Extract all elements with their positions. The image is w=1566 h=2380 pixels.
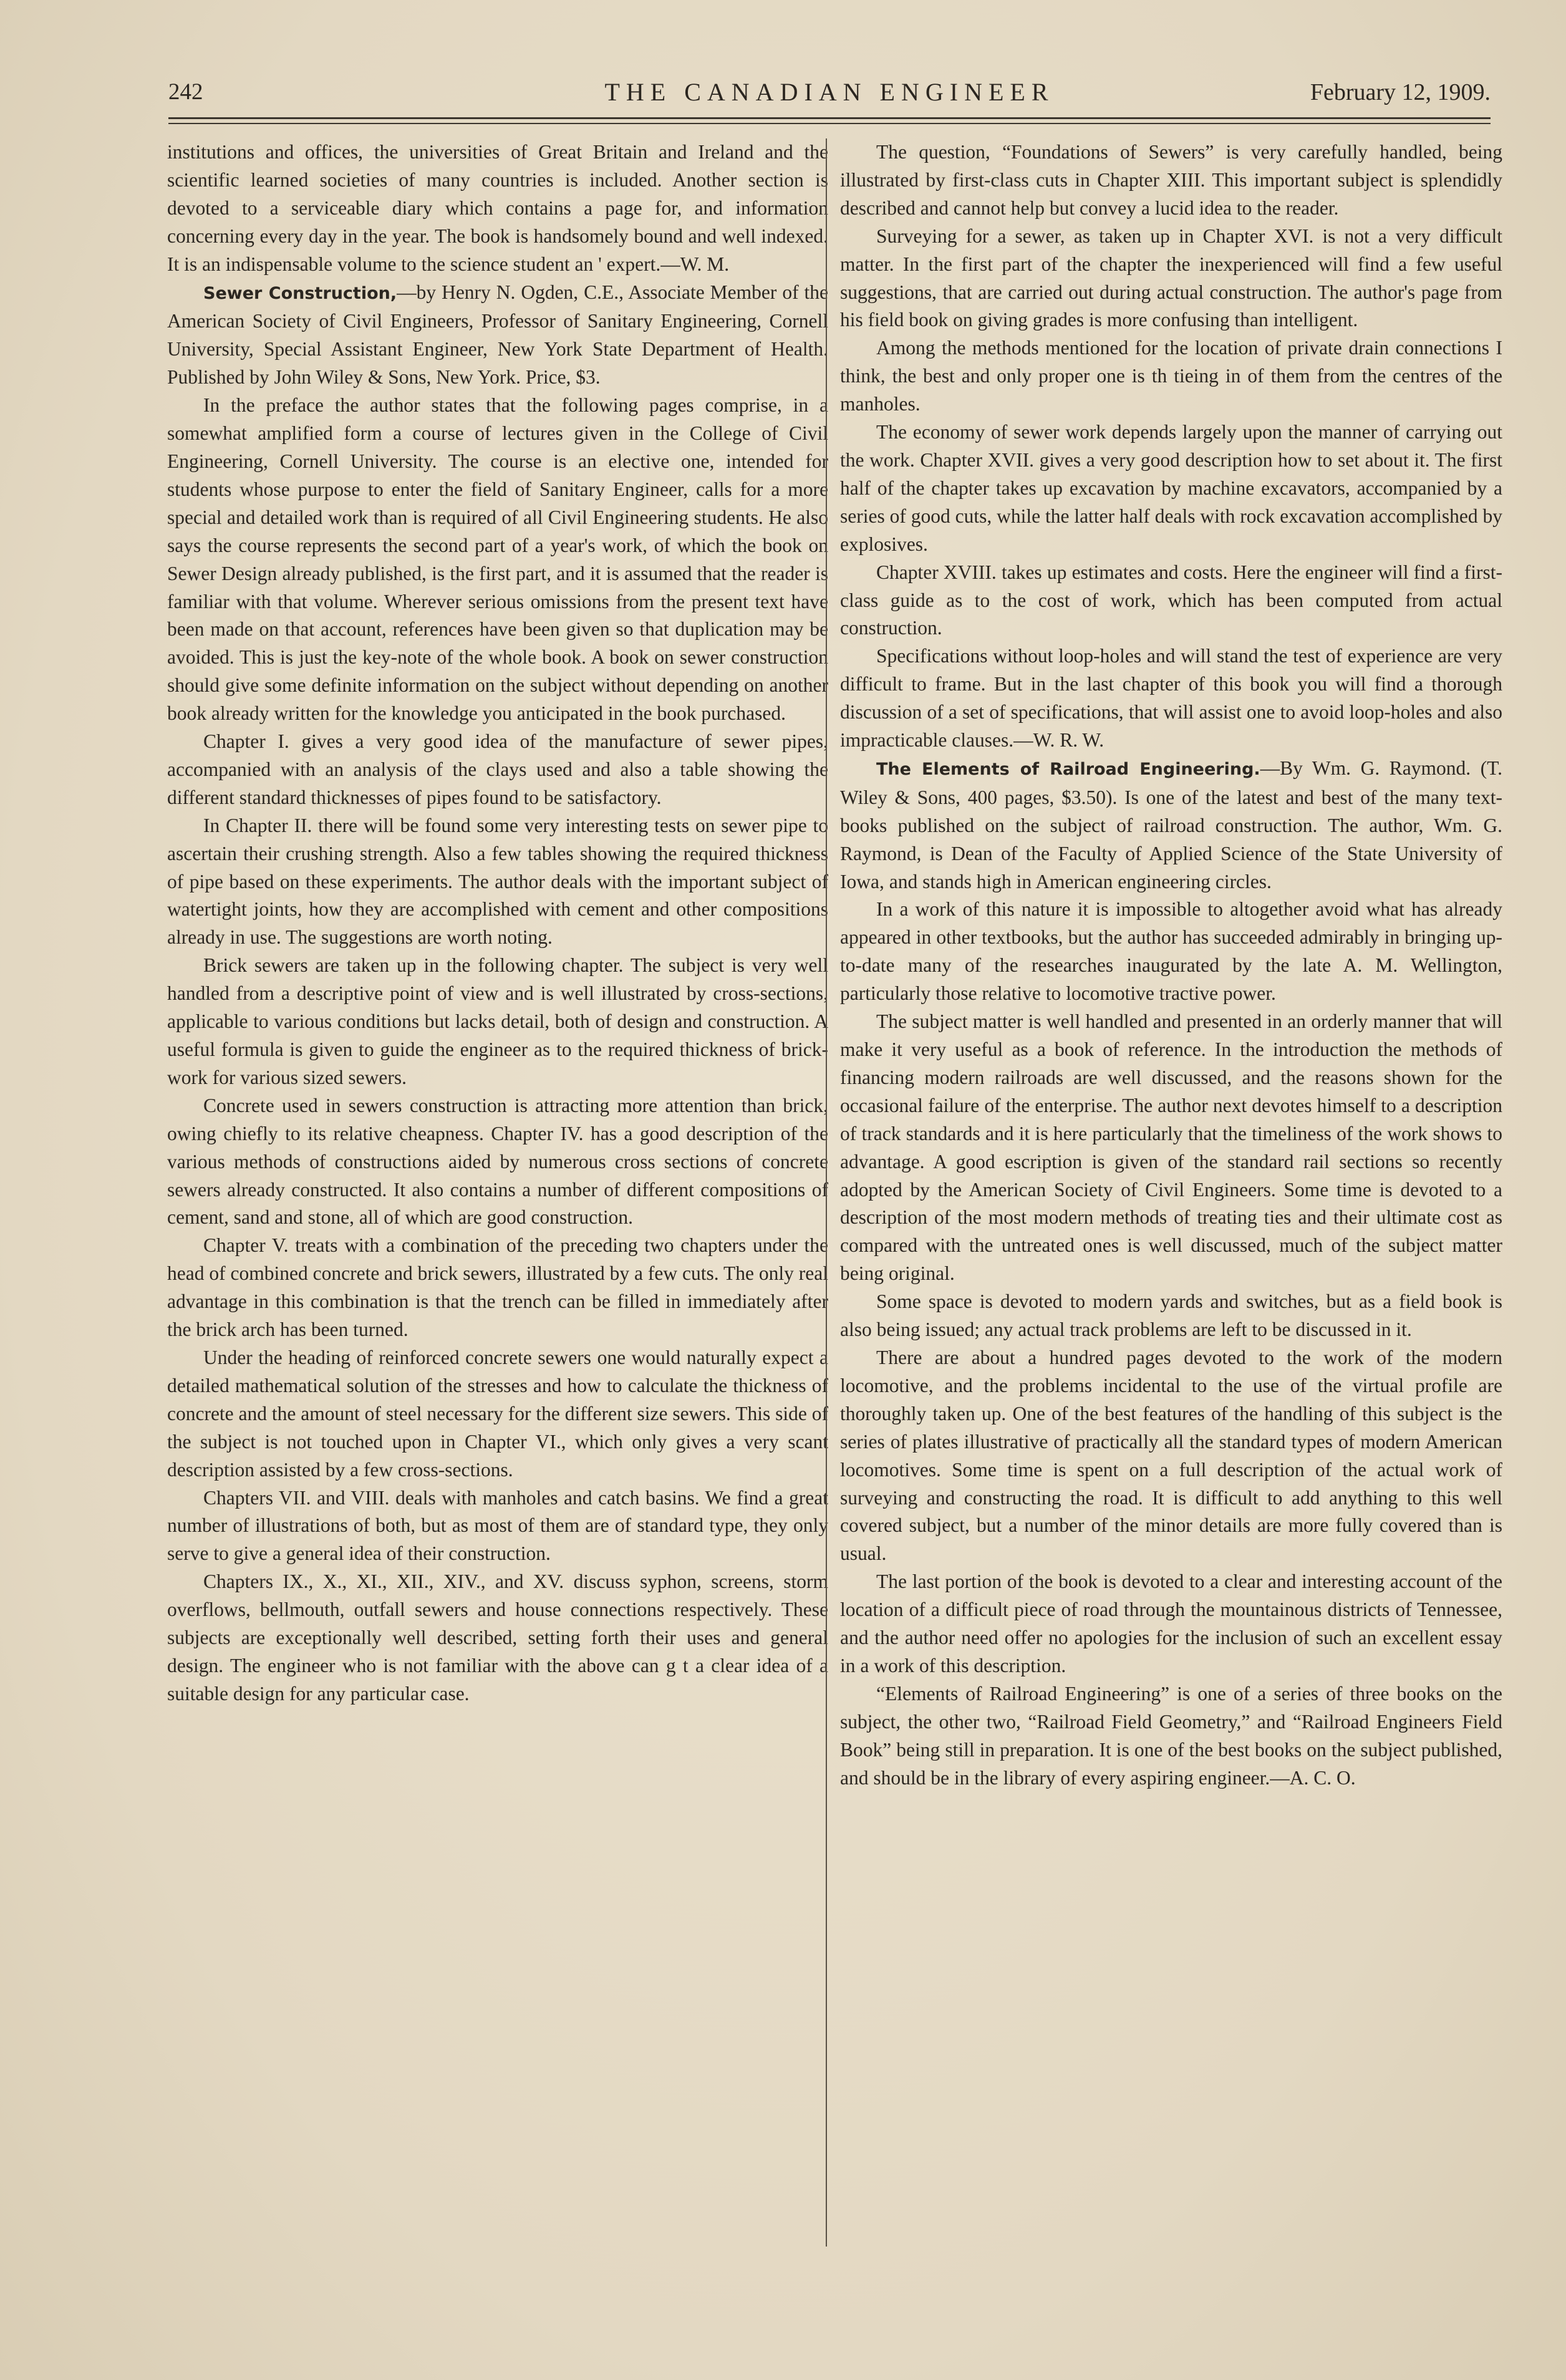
paragraph: Specifications without loop-holes and will stand the test of experience are very difficult to frame. But in the last chapter of this book you will find a thorough discussion of a set of specifications, that will assist one to avoid loop-holes and also impracticable clauses.—W. R. W. bbox=[840, 645, 1502, 752]
paragraph: Among the methods mentioned for the location of private drain connections I think, the best and only proper one is th tieing in of them from the centres of the manholes. bbox=[840, 337, 1502, 415]
paragraph: Chapter I. gives a very good idea of the manufacture of sewer pipes, accompanied with an analysis of the clays used and also a table showing the different standard thicknesses of pipes found to be satisfactory. bbox=[167, 730, 828, 808]
review-heading: Sewer Construction, bbox=[203, 283, 397, 303]
review-byline: —By Wm. G. Raymond. (T. Wiley & Sons, 400 pages, $3.50). Is one of the latest and best of the many text-books published on the subject of railroad construction. The author, Wm. G. Raymond, is Dean of the Faculty of Applied Science of the State University of Iowa, and stands high in American engineering circles. bbox=[840, 757, 1502, 893]
paragraph: Chapter XVIII. takes up estimates and costs. Here the engineer will find a first-class guide as to the cost of work, which has been computed from actual construction. bbox=[840, 561, 1502, 639]
paragraph: The question, “Foundations of Sewers” is very carefully handled, being illustrated by first-class cuts in Chapter XIII. This important subject is splendidly described and cannot help but convey a lucid idea to the reader. bbox=[840, 141, 1502, 219]
paragraph: There are about a hundred pages devoted to the work of the modern locomotive, and the problems incidental to the use of the virtual profile are thoroughly taken up. One of the best features of the handling of this subject is the series of plates illustrative of practically all the standard types of modern American locomotives. Some time is spent on a full description of the actual work of surveying and constructing the road. It is difficult to add anything to this well covered subject, but a number of the minor details are more fully covered than is usual. bbox=[840, 1346, 1502, 1565]
header-rule bbox=[168, 117, 1491, 119]
column-divider bbox=[826, 138, 827, 2247]
paragraph: Some space is devoted to modern yards and switches, but as a field book is also being issued; any actual track problems are left to be discussed in it. bbox=[840, 1290, 1502, 1341]
paragraph: In the preface the author states that the following pages comprise, in a somewhat amplified form a course of lectures given in the College of Civil Engineering, Cornell University. The course is an elective one, intended for students whose purpose to enter the field of Sanitary Engineer, calls for a more special and detailed work than is required of all Civil Engineering students. He also says the course represents the second part of a year's work, of which the book on Sewer Design already published, is the first part, and it is assumed that the reader is familiar with that volume. Wherever serious omissions from the present text have been made on that account, references have been given so that duplication may be avoided. This is just the key-note of the whole book. A book on sewer construction should give some definite information on the subject without depending on another book already written for the knowledge you anticipated in the book purchased. bbox=[167, 394, 828, 725]
review-intro bbox=[840, 755, 1502, 896]
paragraph: Under the heading of reinforced concrete sewers one would naturally expect a detailed mathematical solution of the stresses and how to calculate the thickness of concrete and the amount of steel necessary for the different size sewers. This side of the subject is not touched upon in Chapter VI., which only gives a very scant description assisted by a few cross-sections. bbox=[167, 1346, 828, 1481]
page-header bbox=[168, 74, 1491, 111]
issue-date: February 12, 1909. bbox=[1310, 79, 1491, 105]
journal-title: THE CANADIAN ENGINEER bbox=[604, 78, 1055, 106]
paragraph: The last portion of the book is devoted to a clear and interesting account of the location of a difficult piece of road through the mountainous districts of Tennessee, and the author need offer no apologies for the inclusion of such an excellent essay in a work of this description. bbox=[840, 1570, 1502, 1676]
left-column bbox=[167, 138, 828, 1708]
paragraph: Concrete used in sewers construction is attracting more attention than brick, owing chiefly to its relative cheapness. Chapter IV. has a good description of the various methods of constructions aided by numerous cross sections of concrete sewers already constructed. It also contains a number of different compositions of cement, sand and stone, all of which are good construction. bbox=[167, 1094, 828, 1229]
review-heading: The Elements of Railroad Engineering. bbox=[876, 759, 1260, 779]
page-number: 242 bbox=[168, 79, 203, 105]
header-rule-thin bbox=[168, 123, 1491, 124]
paragraph: Brick sewers are taken up in the following chapter. The subject is very well handled from a descriptive point of view and is well illustrated by cross-sections, applicable to various conditions but lacks detail, both of design and construction. A useful formula is given to guide the engineer as to the required thickness of brick-work for various sized sewers. bbox=[167, 954, 828, 1088]
paragraph: institutions and offices, the universities of Great Britain and Ireland and the scientific learned societies of many countries is included. Another section is devoted to a serviceable diary which contains a page for, and information concerning every day in the year. The book is handsomely bound and well indexed. It is an indispensable volume to the science student an ' expert.—W. M. bbox=[167, 141, 828, 275]
right-column bbox=[840, 138, 1502, 1792]
review-byline: —by Henry N. Ogden, C.E., Associate Member of the American Society of Civil Engineers, Professor of Sanitary Engineering, Cornell University, Special Assistant Engineer, New York State Department of Health. Published by John Wiley & Sons, New York. Price, $3. bbox=[167, 281, 828, 389]
paragraph: Chapters IX., X., XI., XII., XIV., and XV. discuss syphon, screens, storm overflows, bellmouth, outfall sewers and house connections respectively. These subjects are exceptionally well described, setting forth their uses and general design. The engineer who is not familiar with the above can g t a clear idea of a suitable design for any particular case. bbox=[167, 1570, 828, 1705]
paragraph: The subject matter is well handled and presented in an orderly manner that will make it very useful as a book of reference. In the introduction the methods of financing modern railroads are well discussed, and the reasons shown for the occasional failure of the enterprise. The author next devotes himself to a description of track standards and it is here particularly that the timeliness of the work shows to advantage. A good escription is given of the standard rail sections so recently adopted by the American Society of Civil Engineers. Some time is devoted to a description of the most modern methods of treating ties and their ultimate cost as compared with the untreated ones is well discussed, much of the subject matter being original. bbox=[840, 1010, 1502, 1285]
paragraph: “Elements of Railroad Engineering” is one of a series of three books on the subject, the other two, “Railroad Field Geometry,” and “Railroad Engineers Field Book” being still in preparation. It is one of the best books on the subject published, and should be in the library of every aspiring engineer.—A. C. O. bbox=[840, 1682, 1502, 1789]
paragraph: Surveying for a sewer, as taken up in Chapter XVI. is not a very difficult matter. In the first part of the chapter the inexperienced will find a few useful suggestions, that are carried out during actual construction. The author's page from his field book on giving grades is more confusing than intelligent. bbox=[840, 225, 1502, 331]
paragraph: In a work of this nature it is impossible to altogether avoid what has already appeared in other textbooks, but the author has succeeded admirably in bringing up-to-date many of the researches inaugurated by the late A. M. Wellington, particularly those relative to locomotive tractive power. bbox=[840, 898, 1502, 1005]
paragraph: In Chapter II. there will be found some very interesting tests on sewer pipe to ascertain their crushing strength. Also a few tables showing the required thickness of pipe based on these experiments. The author deals with the important subject of watertight joints, how they are accomplished with cement and other compositions already in use. The suggestions are worth noting. bbox=[167, 814, 828, 949]
paragraph: The economy of sewer work depends largely upon the manner of carrying out the work. Chapter XVII. gives a very good description how to set about it. The first half of the chapter takes up excavation by machine excavators, accompanied by a series of good cuts, while the latter half deals with rock excavation accomplished by explosives. bbox=[840, 421, 1502, 555]
review-intro bbox=[167, 279, 828, 392]
paragraph: Chapter V. treats with a combination of the preceding two chapters under the head of combined concrete and brick sewers, illustrated by a few cuts. The only real advantage in this combination is that the trench can be filled in immediately after the brick arch has been turned. bbox=[167, 1234, 828, 1341]
paragraph: Chapters VII. and VIII. deals with manholes and catch basins. We find a great number of illustrations of both, but as most of them are of standard type, they only serve to give a general idea of their construction. bbox=[167, 1486, 828, 1565]
